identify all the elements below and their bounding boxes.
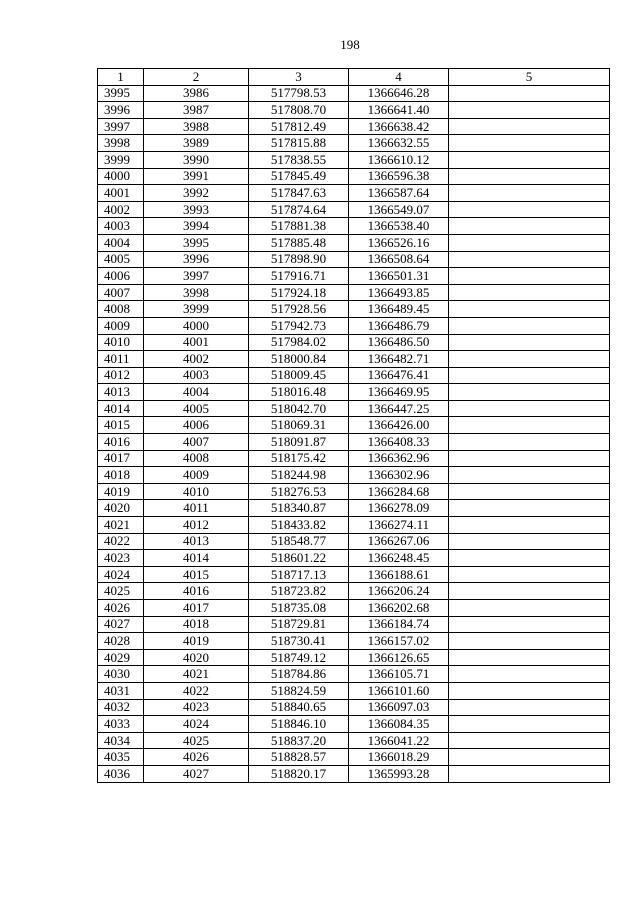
table-cell-col-1: 4019: [98, 483, 144, 500]
table-cell-col-5: [449, 732, 610, 749]
table-cell-col-3: 517812.49: [249, 118, 349, 135]
table-row: [98, 268, 610, 285]
table-row: [98, 218, 610, 235]
table-cell-col-4: 1366486.79: [349, 317, 449, 334]
table-cell-col-2: 3992: [144, 185, 249, 202]
table-row: [98, 500, 610, 517]
table-cell-col-5: [449, 533, 610, 550]
table-cell-col-3: 518548.77: [249, 533, 349, 550]
table-cell-col-3: 517845.49: [249, 168, 349, 185]
table-cell-col-2: 4001: [144, 334, 249, 351]
table-cell-col-5: [449, 251, 610, 268]
table-cell-col-2: 4017: [144, 600, 249, 617]
table-cell-col-1: 4032: [98, 699, 144, 716]
table-cell-col-2: 4005: [144, 400, 249, 417]
table-row: [98, 151, 610, 168]
table-cell-col-4: 1366426.00: [349, 417, 449, 434]
table-cell-col-3: 518828.57: [249, 749, 349, 766]
table-cell-col-4: 1365993.28: [349, 765, 449, 782]
table-cell-col-1: 4016: [98, 434, 144, 451]
table-cell-col-1: 4034: [98, 732, 144, 749]
table-row: [98, 434, 610, 451]
table-cell-col-2: 4023: [144, 699, 249, 716]
table-row: [98, 102, 610, 119]
table-cell-col-5: [449, 666, 610, 683]
table-row: [98, 633, 610, 650]
table-cell-col-3: 517984.02: [249, 334, 349, 351]
table-row: [98, 732, 610, 749]
table-cell-col-5: [449, 483, 610, 500]
table-cell-col-4: 1366157.02: [349, 633, 449, 650]
table-cell-col-4: 1366202.68: [349, 600, 449, 617]
table-cell-col-5: [449, 317, 610, 334]
table-cell-col-3: 518601.22: [249, 550, 349, 567]
table-cell-col-2: 4004: [144, 384, 249, 401]
table-cell-col-4: 1366408.33: [349, 434, 449, 451]
table-row: [98, 135, 610, 152]
table-cell-col-2: 3986: [144, 85, 249, 102]
table-cell-col-3: 518069.31: [249, 417, 349, 434]
table-row: [98, 317, 610, 334]
table-cell-col-3: 518276.53: [249, 483, 349, 500]
coordinates-table: [97, 68, 610, 783]
table-cell-col-2: 4021: [144, 666, 249, 683]
table-cell-col-1: 4033: [98, 716, 144, 733]
table-cell-col-2: 3989: [144, 135, 249, 152]
table-cell-col-3: 517881.38: [249, 218, 349, 235]
table-cell-col-4: 1366084.35: [349, 716, 449, 733]
table-cell-col-5: [449, 765, 610, 782]
table-cell-col-1: 4027: [98, 616, 144, 633]
table-cell-col-1: 4002: [98, 201, 144, 218]
table-cell-col-4: 1366501.31: [349, 268, 449, 285]
table-cell-col-4: 1366587.64: [349, 185, 449, 202]
table-cell-col-4: 1366596.38: [349, 168, 449, 185]
table-cell-col-3: 517838.55: [249, 151, 349, 168]
table-cell-col-2: 4006: [144, 417, 249, 434]
table-cell-col-5: [449, 234, 610, 251]
table-cell-col-1: 4021: [98, 517, 144, 534]
table-cell-col-5: [449, 135, 610, 152]
table-cell-col-5: [449, 616, 610, 633]
table-cell-col-1: 4014: [98, 400, 144, 417]
table-row: [98, 550, 610, 567]
table-cell-col-4: 1366638.42: [349, 118, 449, 135]
table-cell-col-3: 518244.98: [249, 467, 349, 484]
table-cell-col-3: 518837.20: [249, 732, 349, 749]
table-row: [98, 251, 610, 268]
table-cell-col-1: 4024: [98, 566, 144, 583]
table-row: [98, 566, 610, 583]
table-cell-col-3: 517798.53: [249, 85, 349, 102]
table-cell-col-3: 518091.87: [249, 434, 349, 451]
table-cell-col-5: [449, 550, 610, 567]
table-cell-col-2: 3994: [144, 218, 249, 235]
table-row: [98, 85, 610, 102]
table-cell-col-5: [449, 102, 610, 119]
table-cell-col-1: 3998: [98, 135, 144, 152]
table-cell-col-3: 518016.48: [249, 384, 349, 401]
table-cell-col-4: 1366274.11: [349, 517, 449, 534]
table-cell-col-1: 4010: [98, 334, 144, 351]
table-cell-col-4: 1366302.96: [349, 467, 449, 484]
table-cell-col-4: 1366206.24: [349, 583, 449, 600]
table-cell-col-5: [449, 334, 610, 351]
table-row: [98, 616, 610, 633]
table-cell-col-4: 1366126.65: [349, 649, 449, 666]
table-cell-col-5: [449, 201, 610, 218]
table-cell-col-2: 3998: [144, 284, 249, 301]
table-cell-col-5: [449, 699, 610, 716]
table-row: [98, 201, 610, 218]
table-cell-col-4: 1366278.09: [349, 500, 449, 517]
table-cell-col-4: 1366362.96: [349, 450, 449, 467]
table-cell-col-2: 3996: [144, 251, 249, 268]
table-cell-col-2: 4018: [144, 616, 249, 633]
table-row: [98, 168, 610, 185]
table-row: [98, 118, 610, 135]
table-cell-col-2: 3990: [144, 151, 249, 168]
table-cell-col-3: 518846.10: [249, 716, 349, 733]
table-row: [98, 600, 610, 617]
table-cell-col-1: 4030: [98, 666, 144, 683]
table-cell-col-3: 518729.81: [249, 616, 349, 633]
table-cell-col-5: [449, 649, 610, 666]
table-cell-col-2: 4016: [144, 583, 249, 600]
table-cell-col-3: 518009.45: [249, 367, 349, 384]
table-cell-col-5: [449, 749, 610, 766]
table-cell-col-1: 4011: [98, 351, 144, 368]
table-cell-col-2: 4002: [144, 351, 249, 368]
table-cell-col-1: 4007: [98, 284, 144, 301]
table-cell-col-4: 1366641.40: [349, 102, 449, 119]
table-cell-col-5: [449, 268, 610, 285]
table-row: [98, 301, 610, 318]
table-cell-col-1: 3999: [98, 151, 144, 168]
table-cell-col-1: 4031: [98, 682, 144, 699]
table-cell-col-1: 4036: [98, 765, 144, 782]
table-cell-col-2: 4019: [144, 633, 249, 650]
table-cell-col-4: 1366184.74: [349, 616, 449, 633]
table-cell-col-5: [449, 450, 610, 467]
table-row: [98, 765, 610, 782]
table-cell-col-1: 4003: [98, 218, 144, 235]
table-row: [98, 284, 610, 301]
table-cell-col-1: 4004: [98, 234, 144, 251]
table-cell-col-1: 4017: [98, 450, 144, 467]
table-cell-col-3: 518784.86: [249, 666, 349, 683]
column-header-4: 4: [349, 69, 449, 86]
table-cell-col-4: 1366248.45: [349, 550, 449, 567]
table-cell-col-2: 4015: [144, 566, 249, 583]
table-cell-col-3: 518840.65: [249, 699, 349, 716]
table-cell-col-2: 4000: [144, 317, 249, 334]
table-row: [98, 517, 610, 534]
table-cell-col-5: [449, 583, 610, 600]
table-cell-col-5: [449, 118, 610, 135]
table-cell-col-3: 517924.18: [249, 284, 349, 301]
table-row: [98, 351, 610, 368]
table-cell-col-3: 518433.82: [249, 517, 349, 534]
table-cell-col-4: 1366526.16: [349, 234, 449, 251]
table-cell-col-1: 4022: [98, 533, 144, 550]
table-cell-col-3: 518723.82: [249, 583, 349, 600]
table-cell-col-3: 518824.59: [249, 682, 349, 699]
table-cell-col-5: [449, 284, 610, 301]
table-cell-col-2: 4010: [144, 483, 249, 500]
table-cell-col-4: 1366267.06: [349, 533, 449, 550]
table-cell-col-4: 1366476.41: [349, 367, 449, 384]
table-row: [98, 367, 610, 384]
table-row: [98, 483, 610, 500]
table-row: [98, 384, 610, 401]
table-cell-col-4: 1366469.95: [349, 384, 449, 401]
table-cell-col-2: 4024: [144, 716, 249, 733]
table-cell-col-3: 518717.13: [249, 566, 349, 583]
table-row: [98, 699, 610, 716]
table-cell-col-4: 1366538.40: [349, 218, 449, 235]
table-cell-col-5: [449, 716, 610, 733]
table-cell-col-2: 4007: [144, 434, 249, 451]
table-cell-col-3: 518042.70: [249, 400, 349, 417]
table-cell-col-1: 3995: [98, 85, 144, 102]
table-cell-col-5: [449, 600, 610, 617]
table-cell-col-2: 4025: [144, 732, 249, 749]
table-row: [98, 467, 610, 484]
table-cell-col-3: 517928.56: [249, 301, 349, 318]
table-cell-col-4: 1366489.45: [349, 301, 449, 318]
table-cell-col-4: 1366041.22: [349, 732, 449, 749]
page-number: 198: [340, 37, 360, 52]
table-cell-col-1: 4015: [98, 417, 144, 434]
table-cell-col-5: [449, 151, 610, 168]
table-cell-col-1: 4029: [98, 649, 144, 666]
table-cell-col-1: 4009: [98, 317, 144, 334]
table-cell-col-3: 518820.17: [249, 765, 349, 782]
table-cell-col-4: 1366610.12: [349, 151, 449, 168]
table-cell-col-1: 4018: [98, 467, 144, 484]
table-cell-col-2: 3997: [144, 268, 249, 285]
table-cell-col-4: 1366101.60: [349, 682, 449, 699]
table-cell-col-4: 1366482.71: [349, 351, 449, 368]
table-cell-col-5: [449, 434, 610, 451]
table-cell-col-5: [449, 517, 610, 534]
table-row: [98, 185, 610, 202]
column-header-3: 3: [249, 69, 349, 86]
table-cell-col-5: [449, 85, 610, 102]
table-cell-col-1: 4012: [98, 367, 144, 384]
table-cell-col-3: 518340.87: [249, 500, 349, 517]
table-row: [98, 533, 610, 550]
table-cell-col-3: 517942.73: [249, 317, 349, 334]
table-cell-col-5: [449, 566, 610, 583]
table-cell-col-4: 1366486.50: [349, 334, 449, 351]
table-cell-col-1: 4006: [98, 268, 144, 285]
table-cell-col-2: 4003: [144, 367, 249, 384]
table-cell-col-5: [449, 301, 610, 318]
table-row: [98, 450, 610, 467]
table-cell-col-4: 1366493.85: [349, 284, 449, 301]
table-cell-col-5: [449, 467, 610, 484]
table-cell-col-2: 3999: [144, 301, 249, 318]
table-cell-col-2: 4011: [144, 500, 249, 517]
table-cell-col-5: [449, 384, 610, 401]
table-cell-col-1: 4000: [98, 168, 144, 185]
column-header-5: 5: [449, 69, 610, 86]
table-cell-col-5: [449, 367, 610, 384]
table-cell-col-1: 4028: [98, 633, 144, 650]
table-row: [98, 334, 610, 351]
table-cell-col-1: 4026: [98, 600, 144, 617]
table-row: [98, 682, 610, 699]
table-cell-col-3: 517847.63: [249, 185, 349, 202]
table-cell-col-5: [449, 218, 610, 235]
table-cell-col-2: 4008: [144, 450, 249, 467]
table-cell-col-2: 4012: [144, 517, 249, 534]
table-cell-col-4: 1366018.29: [349, 749, 449, 766]
table-cell-col-3: 517885.48: [249, 234, 349, 251]
table-cell-col-2: 3988: [144, 118, 249, 135]
table-cell-col-3: 517874.64: [249, 201, 349, 218]
table-cell-col-2: 4014: [144, 550, 249, 567]
table-cell-col-4: 1366097.03: [349, 699, 449, 716]
table-cell-col-2: 3993: [144, 201, 249, 218]
table-row: [98, 417, 610, 434]
table-header-row: [98, 69, 610, 86]
table-cell-col-5: [449, 400, 610, 417]
table-row: [98, 234, 610, 251]
table-cell-col-2: 3995: [144, 234, 249, 251]
table-row: [98, 400, 610, 417]
table-cell-col-5: [449, 168, 610, 185]
table-row: [98, 749, 610, 766]
table-cell-col-2: 4009: [144, 467, 249, 484]
table-cell-col-1: 4025: [98, 583, 144, 600]
table-cell-col-4: 1366284.68: [349, 483, 449, 500]
table-body: [98, 85, 610, 782]
table-cell-col-3: 517815.88: [249, 135, 349, 152]
table-cell-col-3: 518000.84: [249, 351, 349, 368]
table-cell-col-2: 3991: [144, 168, 249, 185]
table-cell-col-5: [449, 682, 610, 699]
table-cell-col-4: 1366188.61: [349, 566, 449, 583]
table-cell-col-5: [449, 633, 610, 650]
table-cell-col-1: 4001: [98, 185, 144, 202]
table-cell-col-1: 4013: [98, 384, 144, 401]
table-cell-col-1: 4020: [98, 500, 144, 517]
table-cell-col-3: 518175.42: [249, 450, 349, 467]
table-row: [98, 649, 610, 666]
table-cell-col-5: [449, 351, 610, 368]
table-cell-col-4: 1366549.07: [349, 201, 449, 218]
table-cell-col-3: 517808.70: [249, 102, 349, 119]
table-cell-col-2: 4026: [144, 749, 249, 766]
column-header-1: 1: [98, 69, 144, 86]
table-cell-col-3: 517916.71: [249, 268, 349, 285]
table-cell-col-5: [449, 185, 610, 202]
table-cell-col-2: 4013: [144, 533, 249, 550]
table-cell-col-5: [449, 500, 610, 517]
table-cell-col-1: 4035: [98, 749, 144, 766]
table-cell-col-1: 4005: [98, 251, 144, 268]
table-cell-col-4: 1366105.71: [349, 666, 449, 683]
table-cell-col-1: 4023: [98, 550, 144, 567]
table-cell-col-3: 518749.12: [249, 649, 349, 666]
table-cell-col-5: [449, 417, 610, 434]
table-cell-col-1: 4008: [98, 301, 144, 318]
table-cell-col-4: 1366508.64: [349, 251, 449, 268]
table-cell-col-3: 518735.08: [249, 600, 349, 617]
table-row: [98, 666, 610, 683]
table-row: [98, 716, 610, 733]
table-cell-col-1: 3996: [98, 102, 144, 119]
table-cell-col-3: 518730.41: [249, 633, 349, 650]
table-cell-col-4: 1366632.55: [349, 135, 449, 152]
table-cell-col-1: 3997: [98, 118, 144, 135]
table-cell-col-4: 1366646.28: [349, 85, 449, 102]
table-cell-col-4: 1366447.25: [349, 400, 449, 417]
table-cell-col-2: 4022: [144, 682, 249, 699]
table-cell-col-2: 3987: [144, 102, 249, 119]
column-header-2: 2: [144, 69, 249, 86]
table-cell-col-3: 517898.90: [249, 251, 349, 268]
table-row: [98, 583, 610, 600]
table-cell-col-2: 4020: [144, 649, 249, 666]
table-cell-col-2: 4027: [144, 765, 249, 782]
